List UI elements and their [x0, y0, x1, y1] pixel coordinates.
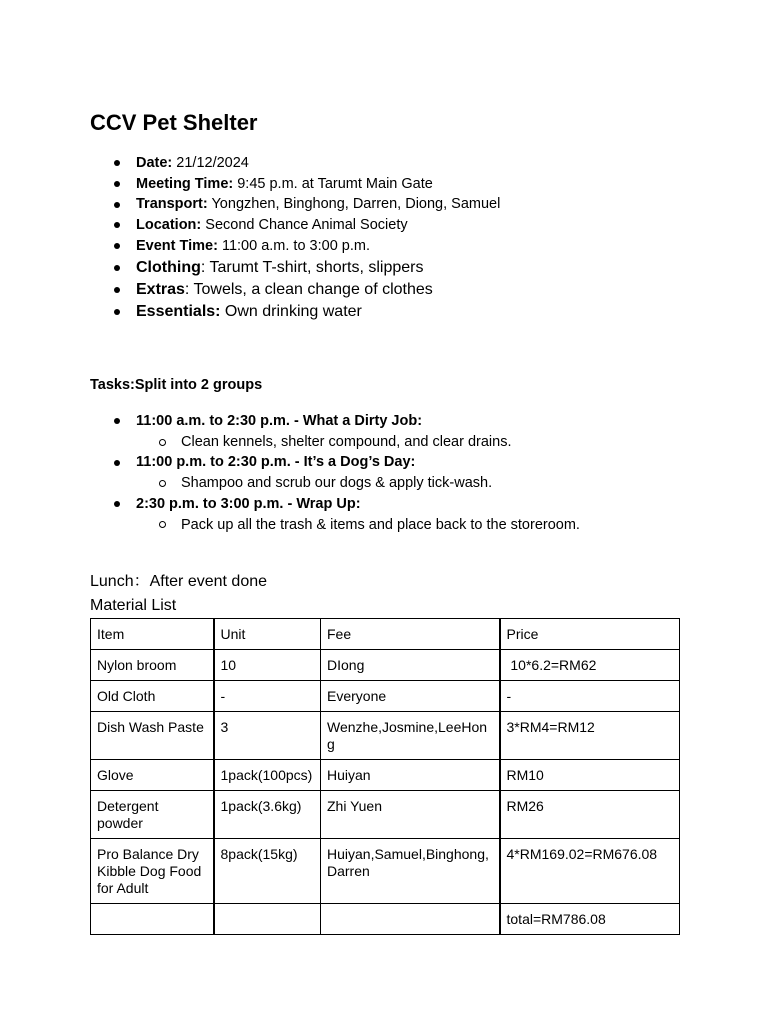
table-header-row	[91, 619, 680, 650]
detail-label: Extras	[136, 280, 185, 298]
table-cell: -	[500, 681, 680, 712]
table-cell: DIong	[321, 650, 500, 681]
table-header-cell: Unit	[214, 619, 321, 650]
detail-value: 9:45 p.m. at Tarumt Main Gate	[233, 175, 433, 192]
detail-value: Second Chance Animal Society	[201, 217, 408, 234]
table-header-cell: Fee	[321, 619, 500, 650]
task-detail: Clean kennels, shelter compound, and clear drains.	[136, 432, 730, 453]
table-cell: Detergent powder	[91, 791, 214, 839]
table-cell: RM26	[500, 791, 680, 839]
detail-event-time	[90, 236, 690, 257]
table-cell	[321, 904, 500, 935]
task-item	[90, 494, 730, 535]
task-item	[90, 452, 730, 493]
table-cell: -	[214, 681, 321, 712]
table-total-row	[91, 904, 680, 935]
table-cell: Everyone	[321, 681, 500, 712]
lunch-note: Lunch：After event done	[90, 573, 268, 590]
detail-label: Transport:	[136, 196, 208, 213]
tasks-list	[90, 411, 730, 535]
material-list-heading: Material List	[90, 597, 177, 614]
detail-label: Date:	[136, 155, 173, 171]
task-item	[90, 411, 730, 452]
detail-label: Essentials:	[136, 302, 221, 320]
table-cell: 1pack(3.6kg)	[214, 791, 321, 839]
table-header-cell: Price	[500, 619, 680, 650]
detail-meeting-time	[90, 174, 690, 195]
detail-value: Yongzhen, Binghong, Darren, Diong, Samuel	[207, 196, 501, 213]
table-cell: Nylon broom	[91, 650, 214, 681]
detail-value: Own drinking water	[220, 302, 362, 320]
table-row	[91, 681, 680, 712]
table-cell: Huiyan	[321, 760, 500, 791]
table-cell: 1pack(100pcs)	[214, 760, 321, 791]
table-row	[91, 712, 680, 760]
table-header-cell: Item	[91, 619, 214, 650]
detail-value: : Towels, a clean change of clothes	[184, 280, 433, 298]
table-row	[91, 760, 680, 791]
detail-transport	[90, 194, 690, 215]
detail-value: 11:00 a.m. to 3:00 p.m.	[217, 237, 371, 254]
table-cell: 3*RM4=RM12	[500, 712, 680, 760]
detail-date	[90, 153, 690, 174]
table-row	[91, 839, 680, 904]
table-row	[91, 791, 680, 839]
table-cell: 10	[214, 650, 321, 681]
detail-value: : Tarumt T-shirt, shorts, slippers	[200, 258, 424, 276]
table-row	[91, 650, 680, 681]
detail-label: Meeting Time:	[136, 175, 234, 192]
detail-essentials	[90, 301, 690, 323]
detail-location	[90, 215, 690, 236]
table-cell: Wenzhe,Josmine,LeeHong	[321, 712, 500, 760]
table-total-cell: total=RM786.08	[500, 904, 680, 935]
task-title: 11:00 a.m. to 2:30 p.m. - What a Dirty Job:	[136, 413, 423, 429]
table-cell: Old Cloth	[91, 681, 214, 712]
table-cell: Zhi Yuen	[321, 791, 500, 839]
detail-extras	[90, 279, 690, 301]
detail-label: Event Time:	[136, 237, 218, 254]
table-cell: Pro Balance Dry Kibble Dog Food for Adult	[91, 839, 214, 904]
table-cell: 8pack(15kg)	[214, 839, 321, 904]
task-title: 11:00 p.m. to 2:30 p.m. - It’s a Dog’s Day:	[136, 454, 416, 471]
detail-clothing	[90, 257, 690, 279]
detail-label: Location:	[136, 217, 202, 234]
document-title: CCV Pet Shelter	[90, 110, 258, 135]
table-cell: Glove	[91, 760, 214, 791]
table-cell: Dish Wash Paste	[91, 712, 214, 760]
table-cell: Huiyan,Samuel,Binghong, Darren	[321, 839, 500, 904]
table-cell: 3	[214, 712, 321, 760]
detail-label: Clothing	[136, 258, 201, 276]
task-detail: Pack up all the trash & items and place back to the storeroom.	[136, 515, 730, 536]
task-detail: Shampoo and scrub our dogs & apply tick-wash.	[136, 473, 730, 494]
task-title: 2:30 p.m. to 3:00 p.m. - Wrap Up:	[136, 495, 361, 512]
table-cell: 10*6.2=RM62	[500, 650, 680, 681]
detail-value: 21/12/2024	[172, 155, 249, 171]
table-cell: 4*RM169.02=RM676.08	[500, 839, 680, 904]
event-details-list	[90, 153, 690, 323]
material-table	[90, 618, 680, 935]
table-cell	[214, 904, 321, 935]
tasks-heading: Tasks:Split into 2 groups	[90, 377, 263, 393]
table-cell: RM10	[500, 760, 680, 791]
table-cell	[91, 904, 214, 935]
